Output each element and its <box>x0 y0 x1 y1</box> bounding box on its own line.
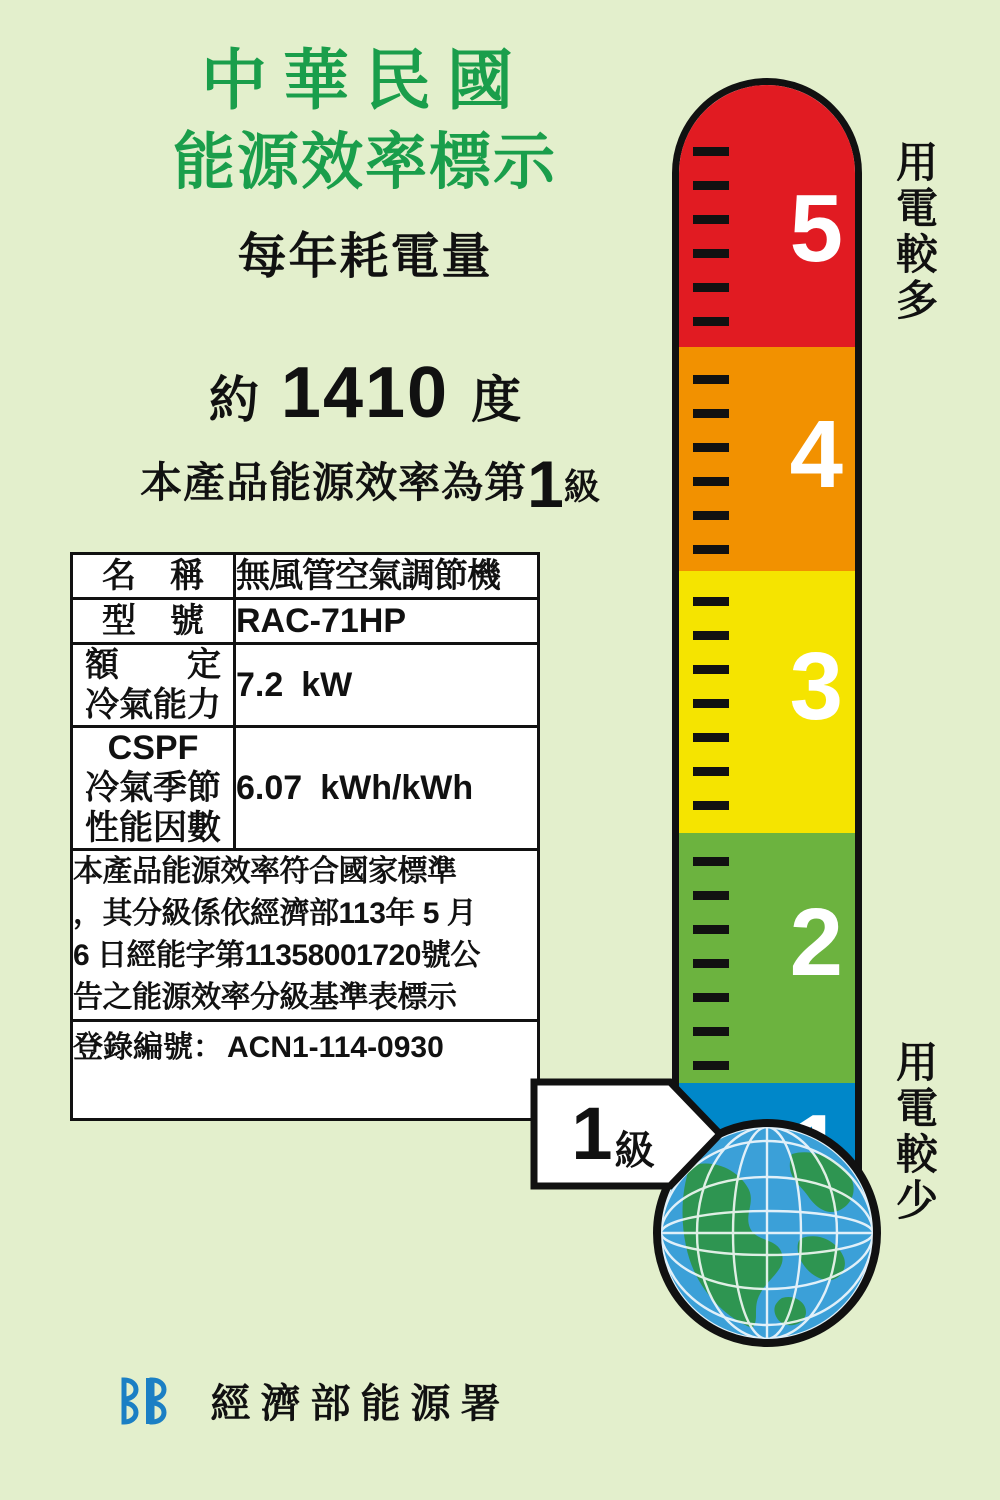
caption-more-char-4: 多 <box>895 277 938 324</box>
caption-less-char-2: 電 <box>895 1085 938 1132</box>
selected-grade-text <box>530 1078 696 1190</box>
consumption-unit: 度 <box>471 372 522 428</box>
grade-statement-prefix: 本產品能源效率為第 <box>140 459 528 506</box>
regulation-note-line1: 本產品能源效率符合國家標準 <box>73 855 457 888</box>
spec-key-cspf-line3: 性能因數 <box>85 809 221 847</box>
spec-value-cspf <box>235 727 539 850</box>
spec-key-cspf <box>72 727 235 850</box>
caption-more-char-1: 用 <box>895 139 938 186</box>
cspf-number: 6.07 <box>236 769 303 807</box>
page-title: 中華民國 <box>201 43 529 117</box>
caption-less-electricity <box>888 1040 946 1224</box>
consumption-value: 1410 <box>280 353 450 433</box>
efficiency-thermometer <box>672 78 862 1208</box>
caption-more-electricity <box>888 140 946 324</box>
grade-band-4-label: 4 <box>789 401 843 508</box>
regulation-note-line4: 告之能源效率分級基準表標示 <box>73 981 457 1014</box>
spec-value-model: RAC-71HP <box>235 599 539 644</box>
selected-grade-number: 1 <box>571 1092 613 1175</box>
table-row <box>72 850 539 1021</box>
selected-grade-badge <box>530 1078 726 1190</box>
spec-key-capacity-line1: 額 定 <box>85 646 221 684</box>
caption-more-char-2: 電 <box>895 185 938 232</box>
spec-value-capacity <box>235 644 539 727</box>
spec-value-name: 無風管空氣調節機 <box>235 554 539 599</box>
table-row <box>72 554 539 599</box>
energy-administration-logo-icon <box>118 1376 182 1426</box>
spec-key-cspf-line1: CSPF <box>107 729 199 767</box>
grade-band-2-label: 2 <box>789 889 843 996</box>
grade-band-3-label: 3 <box>789 633 843 740</box>
caption-less-char-3: 較 <box>895 1131 938 1178</box>
department-name: 經濟部能源署 <box>210 1382 511 1426</box>
grade-statement-number: 1 <box>527 447 564 521</box>
table-row <box>72 1021 539 1120</box>
regulation-note <box>72 850 539 1021</box>
page-subtitle: 能源效率標示 <box>172 128 557 197</box>
regulation-note-line3: 6 日經能字第11358001720號公 <box>73 939 480 972</box>
annual-consumption-label: 每年耗電量 <box>237 230 493 284</box>
caption-less-char-4: 少 <box>895 1177 938 1224</box>
consumption-about: 約 <box>208 372 259 428</box>
annual-consumption-row <box>85 352 645 433</box>
spec-key-cspf-line2: 冷氣季節 <box>85 769 221 807</box>
spec-key-model: 型 號 <box>72 599 235 644</box>
grade-band-5-label: 5 <box>789 175 843 282</box>
spec-key-capacity <box>72 644 235 727</box>
grade-statement <box>70 447 670 521</box>
spec-key-capacity-line2: 冷氣能力 <box>85 686 221 724</box>
caption-more-char-3: 較 <box>895 231 938 278</box>
selected-grade-suffix: 級 <box>614 1129 655 1173</box>
table-row <box>72 727 539 850</box>
grade-statement-suffix: 級 <box>563 466 600 507</box>
thermometer-body <box>672 78 862 1208</box>
table-row <box>72 644 539 727</box>
table-row <box>72 599 539 644</box>
registration-label: 登錄編號： <box>73 1031 223 1064</box>
regulation-note-line2: ，其分級係依經濟部113年 5 月 <box>73 897 477 930</box>
spec-key-name: 名 稱 <box>72 554 235 599</box>
capacity-unit: kW <box>301 666 353 704</box>
footer <box>118 1372 588 1436</box>
thermometer-ticks <box>693 85 729 1201</box>
cspf-unit: kWh/kWh <box>320 769 474 807</box>
registration-row <box>72 1021 539 1120</box>
capacity-number: 7.2 <box>236 666 284 704</box>
registration-value: ACN1-114-0930 <box>227 1031 444 1064</box>
spec-table <box>70 552 540 1121</box>
caption-less-char-1: 用 <box>895 1039 938 1086</box>
